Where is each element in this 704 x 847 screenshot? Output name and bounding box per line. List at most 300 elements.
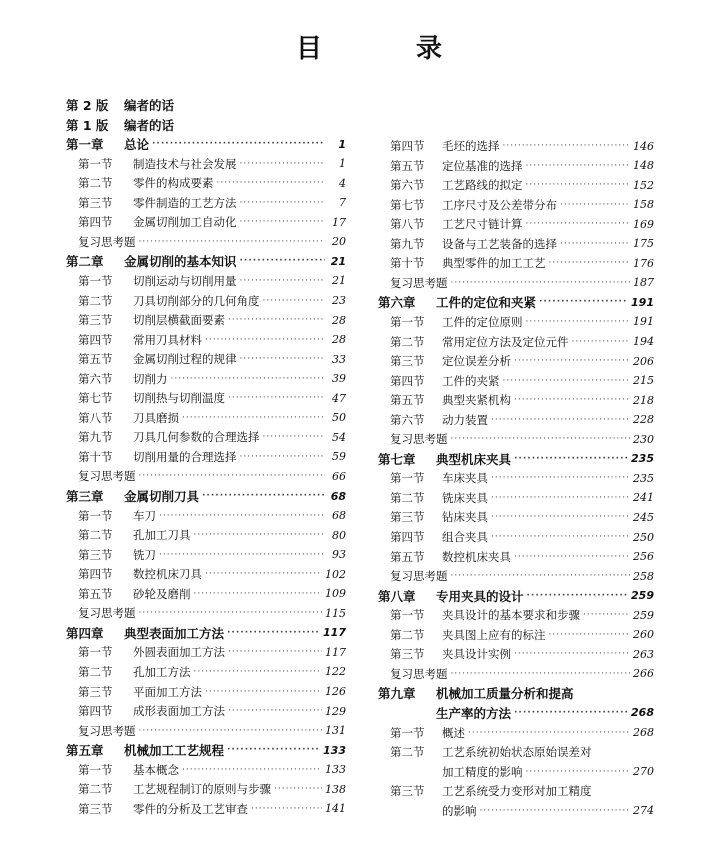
toc-entry-sec xyxy=(378,254,654,272)
toc-entry-label: 第十节 xyxy=(78,449,113,464)
toc-entry-sec xyxy=(66,350,346,368)
toc-entry-label: 第四节 xyxy=(78,567,113,582)
toc-entry-sec xyxy=(66,643,346,661)
toc-entry-sec xyxy=(378,196,654,214)
toc-entry-title: 平面加工方法 xyxy=(133,684,202,699)
toc-entry-sec xyxy=(378,391,654,409)
toc-entry-title: 数控机床刀具 xyxy=(133,567,202,582)
toc-entry-label: 第八节 xyxy=(390,217,425,232)
toc-entry-plain xyxy=(66,467,346,485)
toc-entry-label: 第一节 xyxy=(78,508,113,523)
toc-entry-page: 152 xyxy=(633,178,654,192)
leader-dots xyxy=(526,219,631,229)
leader-dots xyxy=(503,376,631,386)
toc-entry-page: 268 xyxy=(633,726,654,739)
toc-entry-page: 245 xyxy=(633,510,654,524)
leader-dots xyxy=(205,335,325,345)
toc-entry-title: 刀具切削部分的几何角度 xyxy=(133,293,260,308)
toc-entry-label: 第十节 xyxy=(390,256,425,271)
toc-entry-page: 146 xyxy=(633,139,654,153)
toc-entry-sec xyxy=(378,469,654,487)
toc-entry-label: 第一节 xyxy=(78,156,113,171)
toc-entry-label: 第二节 xyxy=(78,782,113,797)
toc-entry-title: 的影响 xyxy=(442,803,477,818)
toc-entry-title: 定位基准的选择 xyxy=(442,158,523,173)
toc-entry-page: 191 xyxy=(633,315,654,329)
toc-entry-sec xyxy=(378,528,654,546)
toc-entry-title: 零件制造的工艺方法 xyxy=(133,195,237,210)
toc-entry-label: 第七章 xyxy=(378,451,416,467)
toc-entry-title: 制造技术与社会发展 xyxy=(133,156,237,171)
toc-entry-sec xyxy=(66,800,346,818)
toc-entry-page: 230 xyxy=(633,432,654,446)
toc-entry-chap xyxy=(66,252,346,270)
leader-dots xyxy=(451,669,631,679)
leader-dots xyxy=(560,200,630,210)
toc-entry-label: 第二节 xyxy=(78,176,113,191)
toc-entry-label: 第五章 xyxy=(66,743,104,759)
leader-dots xyxy=(451,571,631,581)
toc-entry-page: 266 xyxy=(633,667,654,681)
toc-entry-page: 133 xyxy=(325,763,346,777)
toc-entry-page: 39 xyxy=(332,372,346,386)
toc-entry-page: 250 xyxy=(633,530,654,544)
toc-entry-title: 生产率的方法 xyxy=(436,705,512,721)
toc-entry-page: 228 xyxy=(633,413,654,427)
toc-entry-title: 毛坯的选择 xyxy=(442,139,500,153)
toc-entry-page: 117 xyxy=(323,626,346,640)
leader-dots xyxy=(240,354,326,364)
toc-entry-page: 21 xyxy=(330,254,346,268)
toc-entry-title: 工艺路线的拟定 xyxy=(442,178,523,193)
toc-entry-label: 第一节 xyxy=(390,725,425,740)
toc-entry-page: 148 xyxy=(633,159,654,173)
leader-dots xyxy=(240,452,326,462)
toc-entry-sec xyxy=(378,352,654,370)
leader-dots xyxy=(514,552,630,562)
toc-entry-label: 第三节 xyxy=(78,313,113,328)
toc-entry-plain xyxy=(378,430,654,448)
toc-entry-label: 第五节 xyxy=(390,549,425,564)
toc-entry-sec xyxy=(378,489,654,507)
toc-entry-label: 第六节 xyxy=(390,412,425,427)
toc-entry-page: 235 xyxy=(633,471,654,485)
toc-entry-title: 编者的话 xyxy=(124,117,175,133)
toc-entry-label: 第六章 xyxy=(378,295,416,311)
toc-entry-page: 131 xyxy=(325,724,346,738)
toc-entry-label: 第三节 xyxy=(390,784,425,799)
toc-entry-page: 191 xyxy=(631,295,654,309)
toc-entry-title: 切削运动与切削用量 xyxy=(133,273,237,288)
toc-entry-plain xyxy=(66,604,346,622)
leader-dots xyxy=(263,296,326,306)
toc-entry-label: 第五节 xyxy=(390,158,425,173)
leader-dots xyxy=(468,728,630,738)
toc-entry-title: 机械加工质量分析和提高 xyxy=(436,686,574,702)
toc-entry-plain xyxy=(378,567,654,585)
toc-entry-sec xyxy=(66,780,346,798)
toc-entry-title: 复习思考题 xyxy=(390,666,448,681)
leader-dots xyxy=(240,276,326,286)
toc-entry-page: 169 xyxy=(633,217,654,231)
leader-dots xyxy=(139,237,326,247)
toc-entry-chap xyxy=(378,684,654,702)
toc-entry-page: 7 xyxy=(339,196,346,210)
toc-entry-sec xyxy=(378,157,654,175)
leader-dots xyxy=(491,473,630,483)
toc-entry-title: 定位误差分析 xyxy=(442,354,511,369)
leader-dots xyxy=(228,393,325,403)
toc-entry-page: 4 xyxy=(339,176,346,190)
toc-entry-title: 设备与工艺装备的选择 xyxy=(442,236,557,251)
toc-entry-label: 第三节 xyxy=(78,801,113,816)
leader-dots xyxy=(491,415,630,425)
toc-entry-sec xyxy=(66,448,346,466)
leader-dots xyxy=(159,511,325,521)
toc-entry-label: 第四节 xyxy=(78,332,113,347)
toc-entry-page: 263 xyxy=(633,647,654,661)
leader-dots xyxy=(549,630,631,640)
toc-entry-label: 第六节 xyxy=(78,371,113,386)
toc-entry-title: 车刀 xyxy=(133,508,156,523)
toc-entry-page: 241 xyxy=(633,491,654,505)
toc-entry-page: 68 xyxy=(330,489,346,503)
toc-entry-title: 外圆表面加工方法 xyxy=(133,645,225,660)
toc-entry-sec xyxy=(66,311,346,329)
leader-dots xyxy=(228,706,322,716)
toc-entry-title: 组合夹具 xyxy=(442,530,488,544)
toc-entry-title: 切削用量的合理选择 xyxy=(133,449,237,464)
toc-entry-sec xyxy=(66,507,346,525)
toc-entry-title: 金属切削过程的规律 xyxy=(133,352,237,367)
toc-entry-title: 典型表面加工方法 xyxy=(124,625,225,641)
toc-entry-sec xyxy=(378,215,654,233)
leader-dots xyxy=(514,708,628,718)
toc-entry-page: 117 xyxy=(325,645,346,659)
toc-entry-label: 第四节 xyxy=(390,139,425,153)
toc-entry-sec xyxy=(378,411,654,429)
toc-entry-title: 编者的话 xyxy=(124,98,175,113)
leader-dots xyxy=(194,667,323,677)
toc-entry-title: 工件的定位原则 xyxy=(442,314,523,329)
toc-entry-page: 258 xyxy=(633,569,654,583)
toc-entry-page: 21 xyxy=(332,274,346,288)
toc-entry-label: 第二节 xyxy=(78,664,113,679)
toc-entry-chap xyxy=(66,487,346,505)
toc-entry-chap xyxy=(66,624,346,642)
toc-entry-chapcont xyxy=(378,704,654,722)
toc-entry-label: 第五节 xyxy=(390,393,425,408)
leader-dots xyxy=(240,256,325,266)
toc-entry-page: 141 xyxy=(325,802,346,816)
toc-entry-title: 金属切削的基本知识 xyxy=(124,254,237,270)
toc-entry-label: 第二节 xyxy=(390,490,425,505)
toc-entry-sec xyxy=(66,428,346,446)
toc-entry-title: 复习思考题 xyxy=(78,723,136,738)
toc-entry-sec xyxy=(66,683,346,701)
leader-dots xyxy=(491,532,630,542)
toc-title: 目 录 xyxy=(295,34,476,64)
leader-dots xyxy=(240,159,326,169)
leader-dots xyxy=(514,454,628,464)
toc-entry-title: 孔加工刀具 xyxy=(133,528,191,543)
toc-entry-title: 典型夹紧机构 xyxy=(442,393,511,408)
leader-dots xyxy=(139,471,326,481)
leader-dots xyxy=(194,589,323,599)
toc-entry-label: 第三节 xyxy=(78,195,113,210)
toc-entry-plain xyxy=(378,274,654,292)
leader-dots xyxy=(263,432,326,442)
toc-entry-label: 第一节 xyxy=(78,762,113,777)
toc-entry-label: 第三节 xyxy=(390,510,425,525)
toc-entry-label: 第一节 xyxy=(78,273,113,288)
toc-entry-page: 268 xyxy=(631,706,654,720)
toc-entry-page: 54 xyxy=(332,430,346,444)
leader-dots xyxy=(526,180,631,190)
leader-dots xyxy=(139,608,323,618)
toc-entry-page: 218 xyxy=(633,393,654,407)
toc-entry-plain xyxy=(66,722,346,740)
toc-entry-page: 260 xyxy=(633,628,654,642)
toc-entry-title: 数控机床夹具 xyxy=(442,549,511,564)
toc-entry-sec xyxy=(378,782,654,800)
leader-dots xyxy=(227,628,320,638)
toc-entry-sec xyxy=(378,333,654,351)
toc-entry-title: 复习思考题 xyxy=(78,469,136,484)
toc-entry-sec xyxy=(66,526,346,544)
toc-entry-page: 28 xyxy=(332,333,346,347)
toc-entry-page: 259 xyxy=(631,589,654,603)
toc-entry-sec xyxy=(378,626,654,644)
leader-dots xyxy=(480,806,631,816)
toc-entry-chap xyxy=(66,135,346,153)
toc-entry-page: 235 xyxy=(631,452,654,466)
leader-dots xyxy=(560,239,630,249)
leader-dots xyxy=(526,317,631,327)
toc-entry-label: 第二章 xyxy=(66,254,104,270)
leader-dots xyxy=(240,198,326,208)
toc-entry-sec xyxy=(378,372,654,390)
toc-entry-page: 59 xyxy=(332,450,346,464)
toc-entry-page: 1 xyxy=(339,157,346,171)
toc-entry-title: 基本概念 xyxy=(133,762,179,777)
toc-entry-title: 工件的夹紧 xyxy=(442,373,500,388)
toc-entry-title: 复习思考题 xyxy=(390,432,448,447)
toc-entry-page: 1 xyxy=(338,137,346,151)
toc-entry-sec xyxy=(378,606,654,624)
toc-entry-page: 68 xyxy=(332,509,346,523)
toc-entry-title: 金属切削加工自动化 xyxy=(133,215,237,230)
toc-entry-label: 第四节 xyxy=(78,704,113,719)
leader-dots xyxy=(202,491,325,501)
toc-entry-page: 50 xyxy=(332,411,346,425)
toc-entry-page: 66 xyxy=(332,469,346,483)
toc-entry-sec xyxy=(66,370,346,388)
toc-entry-sec xyxy=(66,272,346,290)
leader-dots xyxy=(491,512,630,522)
leader-dots xyxy=(152,139,325,149)
toc-entry-sec xyxy=(66,565,346,583)
toc-entry-title: 夹具设计实例 xyxy=(442,647,511,662)
toc-entry-title: 切削热与切削温度 xyxy=(133,391,225,406)
leader-dots xyxy=(139,726,323,736)
toc-entry-label: 第一章 xyxy=(66,137,104,153)
toc-entry-page: 102 xyxy=(325,567,346,581)
toc-entry-page: 215 xyxy=(633,374,654,388)
toc-entry-label: 第四节 xyxy=(390,530,425,544)
toc-entry-page: 194 xyxy=(633,335,654,348)
toc-entry-page: 126 xyxy=(325,685,346,698)
toc-entry-title: 动力装置 xyxy=(442,412,488,427)
toc-entry-label: 第六节 xyxy=(390,178,425,193)
toc-entry-title: 切削力 xyxy=(133,371,168,386)
toc-entry-cont xyxy=(378,763,654,781)
toc-entry-page: 17 xyxy=(332,215,346,229)
toc-entry-title: 典型机床夹具 xyxy=(436,451,512,467)
toc-entry-sec xyxy=(378,508,654,526)
toc-entry-label: 第三章 xyxy=(66,489,104,504)
toc-entry-sec xyxy=(66,174,346,192)
toc-entry-title: 概述 xyxy=(442,725,465,740)
toc-entry-title: 加工精度的影响 xyxy=(442,764,523,779)
toc-entry-sec xyxy=(378,645,654,663)
toc-entry-title: 工艺系统初始状态原始误差对 xyxy=(442,745,592,760)
toc-entry-title: 工序尺寸及公差带分布 xyxy=(442,197,557,212)
toc-entry-title: 铣床夹具 xyxy=(442,490,488,505)
toc-entry-title: 铣刀 xyxy=(133,547,156,562)
leader-dots xyxy=(182,765,322,775)
leader-dots xyxy=(526,767,631,777)
toc-entry-page: 138 xyxy=(325,782,346,796)
toc-entry-sec xyxy=(378,743,654,761)
toc-entry-title: 典型零件的加工工艺 xyxy=(442,256,546,271)
toc-entry-title: 车床夹具 xyxy=(442,471,488,486)
toc-entry-title: 工艺规程制订的原则与步骤 xyxy=(133,782,271,797)
leader-dots xyxy=(194,530,326,540)
toc-entry-sec xyxy=(66,702,346,720)
leader-dots xyxy=(240,217,326,227)
toc-entry-title: 钻床夹具 xyxy=(442,510,488,525)
toc-entry-sec xyxy=(378,137,654,155)
toc-entry-label: 第三节 xyxy=(390,354,425,369)
toc-entry-chap xyxy=(66,96,346,114)
toc-entry-page: 47 xyxy=(332,391,346,405)
toc-entry-sec xyxy=(66,663,346,681)
toc-entry-plain xyxy=(378,665,654,683)
toc-entry-title: 成形表面加工方法 xyxy=(133,704,225,719)
toc-entry-title: 复习思考题 xyxy=(78,234,136,249)
toc-entry-title: 金属切削刀具 xyxy=(124,489,200,504)
leader-dots xyxy=(514,395,630,405)
toc-entry-sec xyxy=(378,176,654,194)
toc-entry-page: 187 xyxy=(633,276,654,290)
toc-entry-sec xyxy=(66,331,346,349)
leader-dots xyxy=(205,687,322,697)
leader-dots xyxy=(503,141,631,151)
toc-entry-title: 机械加工工艺规程 xyxy=(124,743,225,759)
leader-dots xyxy=(572,337,631,347)
leader-dots xyxy=(217,178,326,188)
toc-entry-sec xyxy=(66,761,346,779)
toc-entry-label: 第三节 xyxy=(78,547,113,562)
toc-entry-sec xyxy=(66,585,346,603)
toc-entry-title: 孔加工方法 xyxy=(133,664,191,679)
toc-entry-page: 129 xyxy=(325,704,346,718)
toc-entry-label: 第九节 xyxy=(390,236,425,251)
toc-entry-title: 刀具几何参数的合理选择 xyxy=(133,430,260,445)
leader-dots xyxy=(583,610,630,620)
toc-entry-plain xyxy=(66,233,346,251)
toc-entry-label: 第九章 xyxy=(378,686,416,702)
toc-entry-page: 122 xyxy=(325,665,346,679)
toc-entry-title: 零件的构成要素 xyxy=(133,176,214,191)
leader-dots xyxy=(451,278,631,288)
toc-entry-page: 176 xyxy=(633,256,654,270)
toc-entry-sec xyxy=(378,724,654,742)
toc-entry-chap xyxy=(66,741,346,759)
leader-dots xyxy=(451,434,631,444)
toc-entry-title: 常用刀具材料 xyxy=(133,332,202,347)
toc-entry-page: 274 xyxy=(633,804,654,818)
toc-entry-page: 80 xyxy=(332,528,346,542)
toc-entry-page: 256 xyxy=(633,550,654,564)
toc-entry-page: 206 xyxy=(633,354,654,368)
toc-entry-title: 复习思考题 xyxy=(78,606,136,621)
toc-entry-chap xyxy=(378,450,654,468)
toc-entry-title: 工件的定位和夹紧 xyxy=(436,295,537,311)
leader-dots xyxy=(205,569,322,579)
leader-dots xyxy=(251,804,322,814)
toc-entry-sec xyxy=(66,292,346,310)
toc-entry-title: 工艺系统受力变形对加工精度 xyxy=(442,784,592,799)
toc-entry-label: 第四节 xyxy=(390,373,425,388)
toc-entry-label: 第四章 xyxy=(66,625,104,641)
toc-entry-label: 第一节 xyxy=(390,608,425,623)
toc-entry-sec xyxy=(378,313,654,331)
toc-entry-page: 33 xyxy=(332,352,346,366)
toc-entry-page: 175 xyxy=(633,237,654,251)
toc-entry-chap xyxy=(378,587,654,605)
toc-entry-title: 总论 xyxy=(124,137,150,153)
toc-entry-page: 270 xyxy=(633,765,654,779)
toc-entry-title: 刀具磨损 xyxy=(133,410,179,425)
toc-entry-label: 第七节 xyxy=(78,391,113,406)
toc-entry-cont xyxy=(378,802,654,820)
toc-entry-page: 259 xyxy=(633,608,654,622)
toc-entry-sec xyxy=(66,155,346,173)
toc-entry-title: 砂轮及磨削 xyxy=(133,586,191,601)
toc-entry-label: 第五节 xyxy=(78,586,113,601)
toc-entry-sec xyxy=(66,389,346,407)
toc-entry-label: 第 1 版 xyxy=(66,117,109,133)
toc-entry-sec xyxy=(66,409,346,427)
toc-entry-title: 复习思考题 xyxy=(390,569,448,584)
toc-entry-sec xyxy=(66,546,346,564)
toc-entry-title: 专用夹具的设计 xyxy=(436,588,524,604)
leader-dots xyxy=(549,258,631,268)
toc-entry-label: 第七节 xyxy=(390,197,425,212)
toc-entry-label: 第三节 xyxy=(390,647,425,662)
leader-dots xyxy=(514,356,630,366)
toc-entry-page: 133 xyxy=(323,743,346,757)
toc-entry-label: 第四节 xyxy=(78,215,113,230)
toc-entry-label: 第二节 xyxy=(78,528,113,543)
leader-dots xyxy=(159,550,325,560)
leader-dots xyxy=(228,647,322,657)
leader-dots xyxy=(227,745,320,755)
toc-entry-label: 第一节 xyxy=(390,471,425,486)
leader-dots xyxy=(182,413,325,423)
